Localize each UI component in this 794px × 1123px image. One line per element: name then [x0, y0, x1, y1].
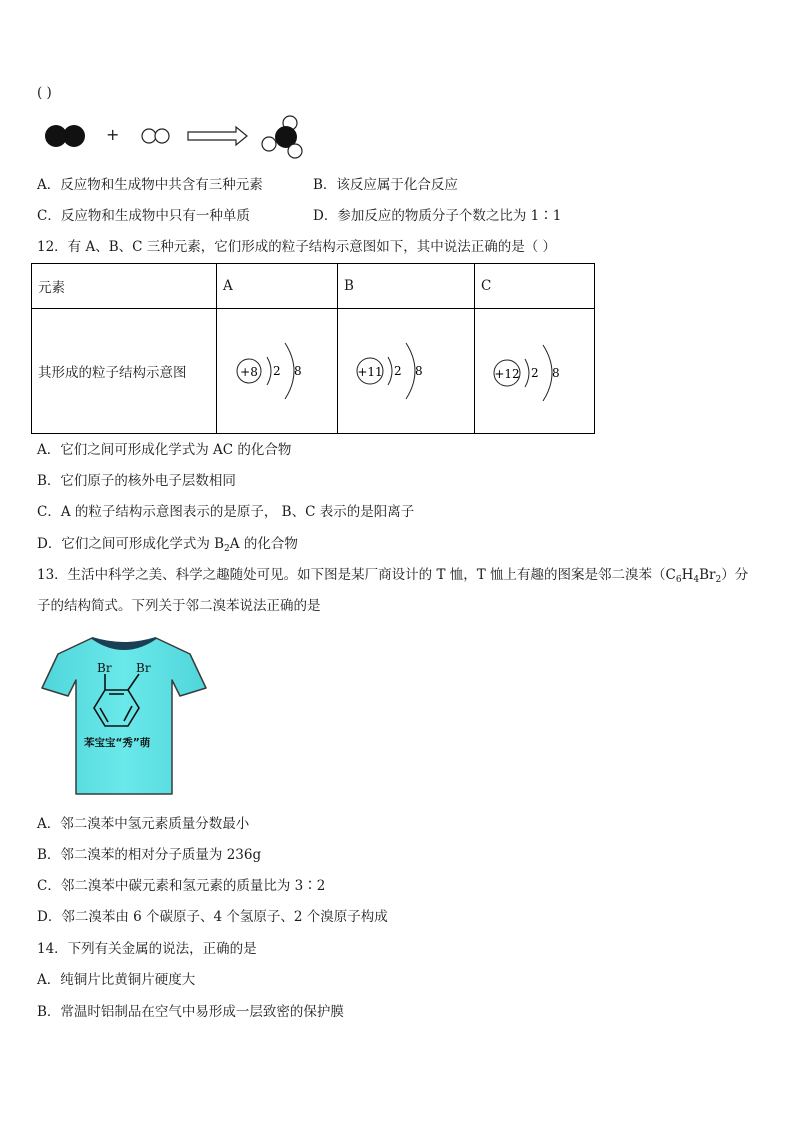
q14-option-b: B．常温时铝制品在空气中易形成一层致密的保护膜: [37, 1004, 344, 1020]
q11-reaction-diagram: [40, 110, 320, 166]
shell2-a: 8: [294, 364, 302, 378]
product-molecule: [262, 116, 302, 158]
q13-option-d: D．邻二溴苯由 6 个碳原子、4 个氢原子、2 个溴原子构成: [37, 909, 388, 925]
q11-option-b: B．该反应属于化合反应: [313, 177, 458, 193]
particle-cell-c: [475, 309, 595, 434]
q11-option-a: A．反应物和生成物中共含有三种元素: [37, 177, 263, 193]
q11-answer-paren: ( ): [37, 85, 52, 101]
header-c: C: [475, 264, 595, 309]
reaction-arrow-icon: [188, 127, 247, 145]
table-header-row: [32, 264, 595, 309]
particle-structure-table: [31, 263, 595, 434]
bromine-label-left: Br: [97, 661, 112, 675]
q12-option-b: B．它们原子的核外电子层数相同: [37, 473, 236, 489]
q13-option-c: C．邻二溴苯中碳元素和氢元素的质量比为 3∶2: [37, 878, 326, 894]
shell2-c: 8: [552, 366, 560, 380]
shell1-a: 2: [273, 364, 281, 378]
bromine-label-right: Br: [136, 661, 151, 675]
q13-stem-line2: 子的结构简式。下列关于邻二溴苯说法正确的是: [37, 598, 321, 614]
q12-option-a: A．它们之间可形成化学式为 AC 的化合物: [37, 442, 292, 458]
particle-diagram-b: [344, 326, 444, 416]
header-a: A: [217, 264, 338, 309]
tshirt-figure: [40, 628, 208, 798]
q13-stem-line1: 13．生活中科学之美、科学之趣随处可见。如下图是某厂商设计的 T 恤，T 恤上有趣的图案是邻二溴苯$(C_6H_4Br_2)$分: [37, 567, 749, 585]
header-b: B: [338, 264, 475, 309]
q11-option-c: C．反应物和生成物中只有一种单质: [37, 208, 250, 224]
tshirt-body: [42, 638, 206, 794]
reactant-molecule-black: [45, 125, 85, 147]
nucleus-charge-c: +12: [494, 367, 520, 381]
q12-option-c: C．A 的粒子结构示意图表示的是原子， B、C 表示的是阳离子: [37, 504, 415, 520]
q13-option-a: A．邻二溴苯中氢元素质量分数最小: [37, 816, 250, 832]
particle-diagram-c: [481, 326, 581, 416]
particle-cell-b: [338, 309, 475, 434]
particle-cell-a: [217, 309, 338, 434]
table-diagram-row: [32, 309, 595, 434]
q12-option-d: D．它们之间可形成化学式为 $B_2A$ 的化合物: [37, 536, 298, 554]
plus-sign: +: [106, 125, 120, 144]
q13-option-b: B．邻二溴苯的相对分子质量为 236g: [37, 847, 262, 863]
q14-stem: 14．下列有关金属的说法，正确的是: [37, 941, 257, 957]
header-element: 元素: [32, 264, 217, 309]
q12-stem: 12．有 A、B、C 三种元素，它们形成的粒子结构示意图如下，其中说法正确的是（ ）: [37, 239, 557, 255]
reactant-molecule-white: [142, 129, 169, 143]
q14-option-a: A．纯铜片比黄铜片硬度大: [37, 972, 196, 988]
shell1-c: 2: [531, 366, 539, 380]
particle-diagram-a: [223, 326, 323, 416]
shell2-b: 8: [415, 364, 423, 378]
nucleus-charge-b: +11: [357, 365, 383, 379]
q11-option-d: D．参加反应的物质分子个数之比为 1∶1: [313, 208, 562, 224]
shell1-b: 2: [394, 364, 402, 378]
tshirt-slogan: 苯宝宝“秀”萌: [84, 737, 151, 749]
row-label: 其形成的粒子结构示意图: [32, 309, 217, 434]
nucleus-charge-a: +8: [240, 365, 258, 379]
